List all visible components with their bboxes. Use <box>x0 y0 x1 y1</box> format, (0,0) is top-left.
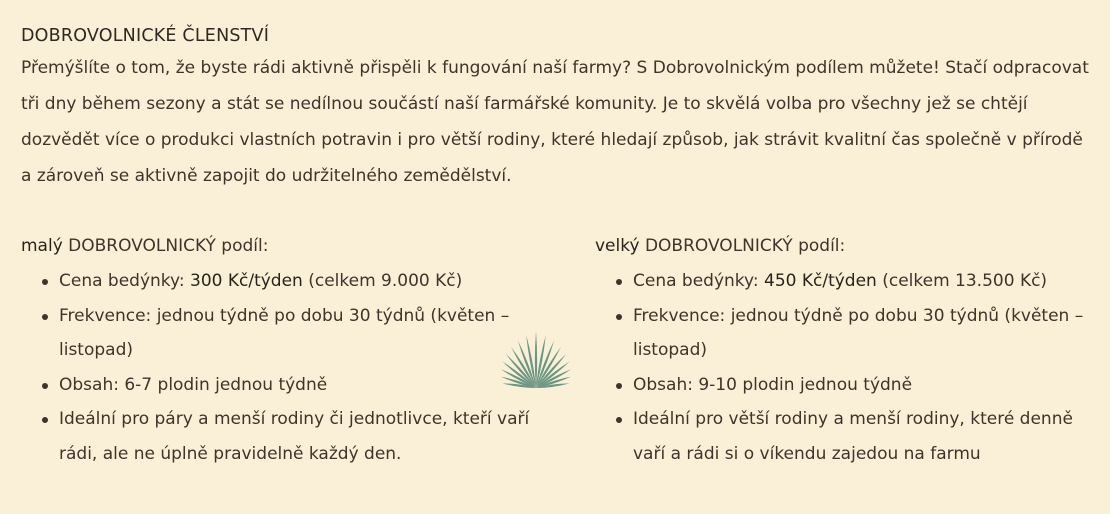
large-share-features <box>595 264 1096 471</box>
frequency-text: Frekvence: jednou týdně po dobu 30 týdnů (květen – listopad) <box>633 305 1084 360</box>
intro-paragraph: Přemýšlíte o tom, že byste rádi aktivně přispěli k fungování naší farmy? S Dobrovolnickým podílem můžete! Stačí odpracovat tři dny během sezony a stát se nedílnou součástí naší farmářské komunity. Je to skvělá volba pro všechny jež se chtějí dozvědět více o produkci vlastních potravin i pro větší rodiny, které hledají způsob, jak strávit kvalitní čas společně v přírodě a zároveň se aktivně zapojit do udržitelného zemědělství. <box>21 58 1089 186</box>
large-share-size-word: velký <box>595 236 640 256</box>
price-value: 450 Kč/týden <box>764 271 877 291</box>
plant-icon <box>498 326 574 390</box>
list-item <box>595 402 1096 471</box>
list-item <box>595 368 1096 403</box>
small-share-features <box>21 264 541 471</box>
plant-leaf <box>535 331 537 388</box>
bullet-icon <box>42 383 48 389</box>
price-total: (celkem 13.500 Kč) <box>876 271 1048 291</box>
price-value: 300 Kč/týden <box>190 271 303 291</box>
ideal-for-text: Ideální pro páry a menší rodiny či jednotlivce, kteří vaří rádi, ale ne úplně pravidelně každý den. <box>59 409 530 464</box>
bullet-icon <box>616 417 622 423</box>
list-item <box>21 299 541 368</box>
large-share-title-rest: DOBROVOLNICKÝ podíl: <box>639 236 846 256</box>
small-share-column <box>21 234 541 471</box>
bullet-icon <box>616 279 622 285</box>
list-item <box>595 299 1096 368</box>
large-share-column <box>595 234 1096 471</box>
list-item <box>21 402 541 471</box>
list-item <box>595 264 1096 299</box>
price-label: Cena bedýnky: <box>633 271 764 291</box>
contents-text: Obsah: 9-10 plodin jednou týdně <box>633 374 913 395</box>
large-share-title <box>595 234 1096 258</box>
bullet-icon <box>616 383 622 389</box>
volunteer-membership-section <box>21 24 1096 464</box>
small-share-title-rest: DOBROVOLNICKÝ podíl: <box>62 236 269 256</box>
small-share-title <box>21 234 541 258</box>
price-total: (celkem 9.000 Kč) <box>302 271 463 291</box>
bullet-icon <box>616 314 622 320</box>
list-item <box>21 368 541 403</box>
bullet-icon <box>42 314 48 320</box>
section-heading: DOBROVOLNICKÉ ČLENSTVÍ <box>21 26 270 46</box>
bullet-icon <box>42 417 48 423</box>
price-label: Cena bedýnky: <box>59 271 190 291</box>
ideal-for-text: Ideální pro větší rodiny a menší rodiny, které denně vaří a rádi si o víkendu zajedou na farmu <box>633 409 1073 464</box>
list-item <box>21 264 541 299</box>
small-share-size-word: malý <box>21 236 63 256</box>
bullet-icon <box>42 279 48 285</box>
frequency-text: Frekvence: jednou týdně po dobu 30 týdnů (květen – listopad) <box>59 305 510 360</box>
contents-text: Obsah: 6-7 plodin jednou týdně <box>59 374 328 395</box>
